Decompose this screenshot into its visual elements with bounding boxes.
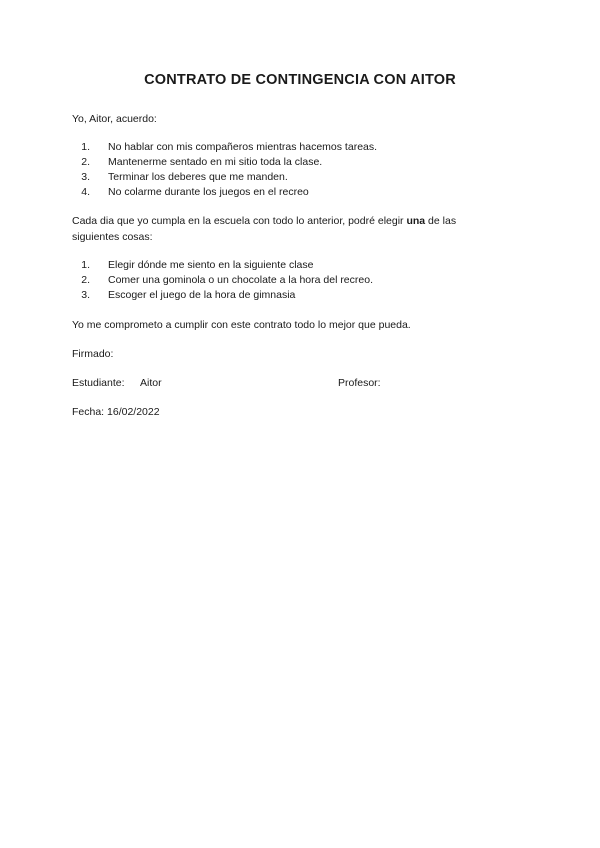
reward-intro-emphasis: una	[406, 215, 426, 227]
intro-text: Yo, Aitor, acuerdo:	[72, 113, 157, 125]
pledge-text: Yo me comprometo a cumplir con este contrato todo lo mejor que pueda.	[72, 319, 411, 331]
reward-intro-end: de las	[425, 215, 457, 227]
student-name: Aitor	[140, 377, 162, 389]
signed-label: Firmado:	[72, 348, 114, 360]
document-title: CONTRATO DE CONTINGENCIA CON AITOR	[144, 72, 456, 88]
date-line: Fecha: 16/02/2022	[72, 406, 160, 418]
document-page: CONTRATO DE CONTINGENCIA CON AITOR Yo, Aitor, acuerdo: 1. No hablar con mis compañeros mientras hacemos tareas. 2. Mantenerme sentado en mi sitio toda la clase. 3. Terminar los deberes que me manden. 4. No colarme durante los juegos en el recreo Cada dia que yo cumpla en la escuela con todo lo anterior, podré elegir una de las siguientes cosas: 1. Elegir dónde me siento en la siguiente clase 2. Comer una gominola o un chocolate a la hora del recreo. 3. Escoger el juego de la hora de gimnasia Yo me comprometo a cumplir con este contrato todo lo mejor que pueda. Firmado: Estudiante: Aitor Profesor: Fecha: 16/02/2022	[0, 0, 600, 848]
reward-intro	[72, 213, 456, 245]
student-label: Estudiante:	[72, 377, 125, 389]
teacher-label: Profesor:	[338, 377, 381, 389]
reward-intro-line2: siguientes cosas:	[72, 231, 153, 243]
reward-intro-start: Cada dia que yo cumpla en la escuela con todo lo anterior, podré elegir	[72, 215, 407, 227]
